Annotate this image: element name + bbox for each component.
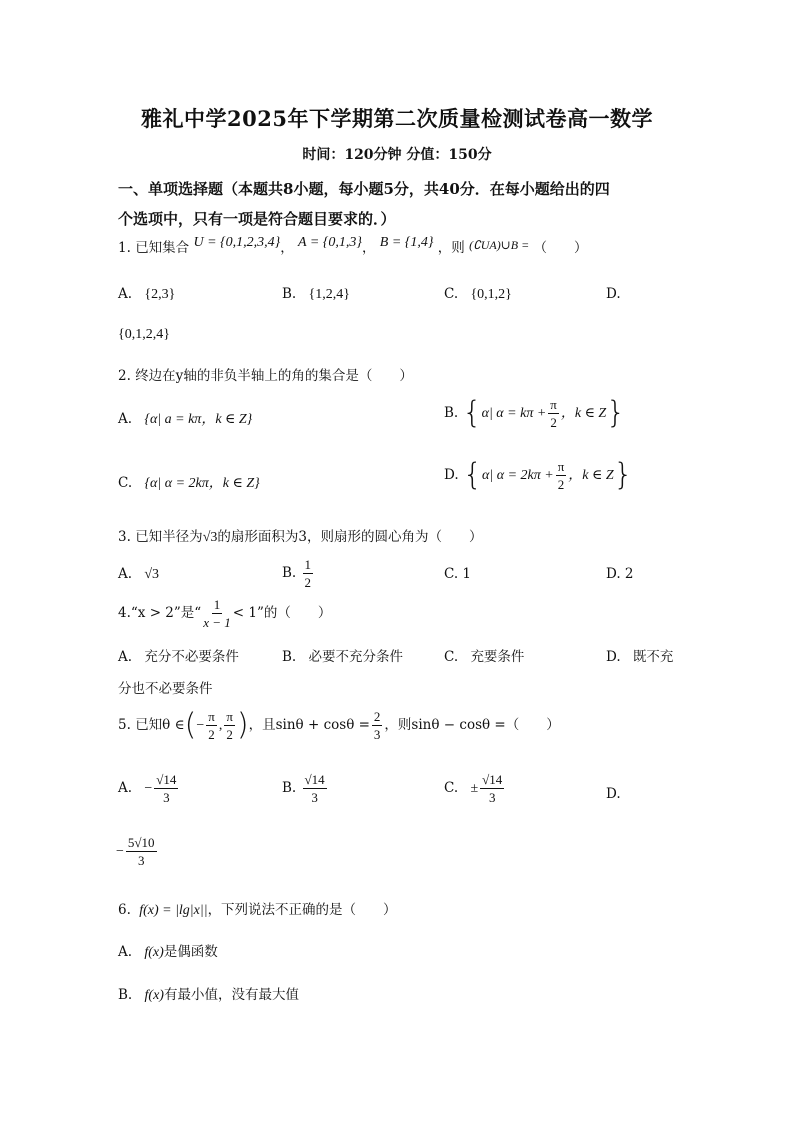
fraction-denominator: 2 [550, 415, 557, 430]
complement-expression: (∁UA)∪B = [469, 238, 530, 252]
q4-option-c [444, 645, 524, 665]
radius-value: √3 [202, 530, 218, 545]
option-label: D. [606, 286, 621, 302]
fraction [548, 398, 559, 429]
section-line-1: 一、单项选择题（本题共8小题，每小题5分，共40分．在每小题给出的四 [118, 180, 610, 198]
option-label: C. [444, 286, 459, 302]
section-header [118, 174, 610, 234]
option-value-post: ，k ∈ Z [560, 406, 607, 421]
option-value: {0,1,2} [470, 287, 512, 302]
question-text: 已知半径为 [135, 529, 203, 545]
option-label: C. [118, 475, 133, 491]
fraction [206, 710, 217, 741]
paren-open: ( [184, 707, 197, 743]
option-value: 必要不充分条件 [308, 649, 404, 665]
option-value: α| α = 2kπ + [482, 468, 554, 483]
question-text: 已知集合 [135, 240, 190, 256]
option-label: B. [118, 987, 133, 1003]
fraction-numerator: √14 [156, 772, 177, 787]
option-label: C. 1 [444, 566, 472, 582]
fraction-numerator: √14 [482, 772, 503, 787]
fraction-numerator: π [208, 709, 215, 724]
q2-option-c [118, 472, 260, 492]
fraction-denominator: 3 [373, 727, 381, 742]
brace-open: { [462, 457, 483, 493]
q5-option-a [118, 773, 180, 804]
q1-option-d [606, 286, 621, 302]
paren-close: ) [236, 707, 249, 743]
question-5: 5. 已知θ ∈(− $\frac{\pi}{2}$ , $\frac{\pi}{2}$ )，且sinθ + cosθ = $\frac{2}{3}$ ，则sinθ − cosθ =（ ） [118, 707, 560, 743]
option-sign: ± [470, 781, 479, 796]
fraction-numerator: 1 [213, 597, 221, 612]
q5-option-d-value [116, 836, 159, 867]
question-1: 1. 已知集合 U = {0,1,2,3,4}， A = {0,1,3}， B = {1,4} ，则 (∁UA)∪B = （ ） [118, 235, 588, 256]
option-label: B. [282, 649, 297, 665]
option-label: A. [118, 411, 133, 427]
brace-open: { [462, 395, 482, 431]
condition-text-2: < 1”的（ ） [232, 605, 332, 621]
option-label: C. [444, 649, 459, 665]
fraction [303, 773, 327, 804]
fraction-numerator: 1 [304, 557, 312, 572]
option-label: B. [282, 780, 297, 796]
option-label: A. [118, 566, 133, 582]
option-function: f(x) [144, 988, 164, 1003]
fraction [556, 460, 567, 491]
section-line-2: 个选项中，只有一项是符合题目要求的．） [118, 210, 396, 228]
brace-close: } [606, 395, 626, 431]
fraction-denominator: 3 [137, 853, 145, 868]
q4-option-b [282, 645, 403, 665]
question-text-pre: 已知θ ∈ [135, 717, 185, 733]
option-sign: − [144, 781, 153, 796]
question-number: 4. [118, 605, 131, 621]
question-3 [118, 525, 482, 546]
q4-option-d [606, 645, 673, 665]
q5-option-b [282, 773, 329, 804]
fraction [480, 773, 504, 804]
q3-option-a [118, 566, 159, 583]
fraction-denominator: x − 1 [203, 615, 231, 630]
fraction [126, 836, 157, 867]
q3-option-c [444, 566, 471, 582]
fraction-numerator: 5√10 [127, 835, 155, 850]
q6-option-a [118, 940, 218, 961]
option-value: {0,1,2,4} [118, 327, 170, 342]
option-label: C. [444, 780, 459, 796]
option-label: D. 2 [606, 566, 634, 582]
question-text-mid: ，且sinθ + cosθ = [248, 717, 370, 733]
set-b: B = {1,4} [379, 235, 434, 250]
question-6 [118, 898, 397, 919]
question-number: 5. [118, 717, 131, 733]
fraction [203, 598, 231, 629]
fraction [372, 710, 383, 741]
function-expression: f(x) = |lg|x|| [139, 903, 208, 918]
question-number: 2. [118, 368, 131, 384]
option-value: √3 [144, 567, 160, 582]
question-text-b: 的扇形面积为3，则扇形的圆心角为（ ） [217, 529, 483, 545]
q2-option-a [118, 408, 252, 428]
q1-option-c [444, 286, 512, 303]
exam-title: 雅礼中学2025年下学期第二次质量检测试卷高一数学 [141, 106, 653, 131]
q4-option-d-cont [118, 677, 213, 697]
option-value: {1,2,4} [308, 287, 350, 302]
option-label: A. [118, 649, 133, 665]
q4-option-a [118, 645, 239, 665]
condition-text-1: “x > 2”是“ [130, 605, 202, 621]
brace-close: } [613, 457, 633, 493]
set-a: A = {0,1,3} [298, 235, 362, 250]
fraction-denominator: 3 [488, 790, 496, 805]
option-label: B. [444, 405, 459, 421]
question-text-post: ，则sinθ − cosθ =（ ） [384, 717, 560, 733]
option-label: D. [444, 467, 459, 483]
fraction-denominator: 2 [208, 727, 215, 742]
fraction [303, 558, 314, 589]
question-number: 6. [118, 902, 131, 918]
fraction-denominator: 2 [226, 727, 233, 742]
option-function: f(x) [144, 945, 164, 960]
fraction-denominator: 2 [304, 575, 312, 590]
option-value: 是偶函数 [163, 944, 218, 960]
question-4 [118, 598, 331, 629]
option-label: A. [118, 780, 133, 796]
exam-subtitle: 时间：120分钟 分值：150分 [302, 147, 492, 163]
option-value-cont: 分也不必要条件 [118, 681, 213, 697]
option-label: B. [282, 286, 297, 302]
q1-option-a [118, 286, 175, 303]
fraction-denominator: 3 [163, 790, 170, 805]
set-u: U = {0,1,2,3,4} [193, 235, 281, 250]
question-text: 终边在y轴的非负半轴上的角的集合是（ ） [135, 368, 413, 384]
question-2 [118, 364, 413, 384]
q5-option-d [606, 786, 621, 802]
option-label: D. [606, 649, 621, 665]
option-label: D. [606, 786, 621, 802]
q2-option-b [444, 395, 626, 431]
q1-option-b [282, 286, 350, 303]
option-sign: − [116, 844, 124, 859]
option-value: 充要条件 [470, 649, 525, 665]
question-number: 1. [118, 240, 131, 256]
option-value: {2,3} [144, 287, 176, 302]
option-label: A. [118, 944, 133, 960]
q5-option-c [444, 773, 506, 804]
option-value: {α| a = kπ，k ∈ Z} [144, 412, 253, 427]
q2-option-d [444, 457, 633, 493]
fraction-numerator: π [226, 709, 233, 724]
option-value: α| α = kπ + [481, 406, 547, 421]
option-value: {α| α = 2kπ，k ∈ Z} [144, 476, 260, 491]
q6-option-b [118, 983, 299, 1004]
fraction-denominator: 2 [557, 477, 565, 492]
option-value: 有最小值，没有最大值 [163, 987, 299, 1003]
question-text-post: ，则 [437, 240, 465, 256]
option-value: 既不充 [632, 649, 674, 665]
question-text: ，下列说法不正确的是（ ） [207, 902, 397, 918]
fraction-numerator: π [550, 397, 557, 412]
option-label: B. [282, 565, 297, 581]
fraction [224, 710, 235, 741]
q1-option-d-value [118, 326, 170, 343]
fraction [154, 773, 178, 804]
fraction-numerator: 2 [373, 709, 381, 724]
option-value: 充分不必要条件 [144, 649, 239, 665]
fraction-denominator: 3 [311, 790, 318, 805]
answer-paren: （ ） [533, 240, 588, 256]
option-value-post: ，k ∈ Z [568, 468, 614, 483]
question-number: 3. [118, 529, 131, 545]
q3-option-b [282, 558, 315, 589]
fraction-numerator: √14 [304, 772, 325, 787]
option-label: A. [118, 286, 133, 302]
fraction-numerator: π [557, 459, 565, 474]
q3-option-d [606, 566, 634, 582]
